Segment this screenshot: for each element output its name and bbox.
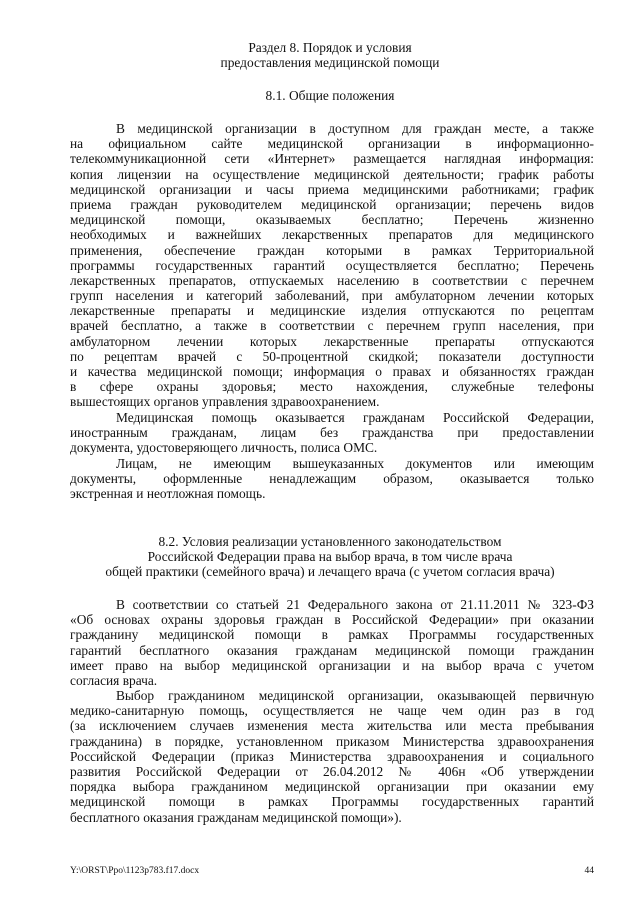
text-line: (за исключением случаев изменения места жительства или места пребывания xyxy=(70,718,594,734)
text-line: программы государственных гарантий осуществляется бесплатно; Перечень xyxy=(70,257,594,273)
text-line: медицинской помощи, оказываемых бесплатно; Перечень жизненно xyxy=(70,212,594,228)
text-line: лекарственных препаратов, отпускаемых населению в соответствии с перечнем xyxy=(70,272,594,288)
subsection-2-paragraph-2 xyxy=(70,688,594,825)
section-title-line: Раздел 8. Порядок и условия xyxy=(248,40,412,55)
text-line: документы, оформленные ненадлежащим образом, оказывается только xyxy=(70,471,594,487)
text-line: и качества медицинской помощи; информация о правах и обязанностях граждан xyxy=(70,364,594,379)
text-line: необходимых и важнейших лекарственных препаратов для медицинского xyxy=(70,227,594,243)
subsection-2-title xyxy=(60,534,600,580)
footer-page-number: 44 xyxy=(584,866,594,876)
text-line: гражданина) в порядке, установленном приказом Министерства здравоохранения xyxy=(70,733,594,749)
text-line: бесплатного оказания гражданам медицинской помощи»). xyxy=(70,809,402,825)
text-line: врачей бесплатно, а также в соответствии с перечнем групп населения, при xyxy=(70,318,594,334)
text-line: Российской Федерации (приказ Министерства здравоохранения и социального xyxy=(70,748,594,764)
text-line: гражданину медицинской помощи в рамках Программы государственных xyxy=(70,627,594,643)
subsection-1-paragraph-2 xyxy=(70,410,594,456)
text-line: лекарственные препараты и медицинские изделия отпускаются по рецептам xyxy=(70,303,594,319)
text-line: Медицинская помощь оказывается гражданам Российской Федерации, xyxy=(116,410,594,425)
text-line: В медицинской организации в доступном для граждан месте, а также xyxy=(116,121,594,136)
subsection-2-title-line: общей практики (семейного врача) и лечащего врача (с учетом согласия врача) xyxy=(105,564,555,580)
text-line: в сфере охраны здоровья; место нахождения, служебные телефоны xyxy=(70,379,594,395)
text-line: «Об основах охраны здоровья граждан в Российской Федерации» при оказании xyxy=(70,612,594,628)
text-line: телекоммуникационной сети «Интернет» размещается наглядная информация: xyxy=(70,151,594,167)
subsection-2-paragraph-1 xyxy=(70,597,594,688)
text-line: порядка выбора гражданином медицинской организации при оказании ему xyxy=(70,779,594,795)
subsection-2-title-line: 8.2. Условия реализации установленного законодательством xyxy=(158,534,502,549)
text-line: иностранным гражданам, лицам без гражданства при предоставлении xyxy=(70,425,594,441)
text-line: на официальном сайте медицинской организации в информационно- xyxy=(70,136,594,152)
section-title-line: предоставления медицинской помощи xyxy=(220,55,440,71)
text-line: развития Российской Федерации от 26.04.2012 № 406н «Об утверждении xyxy=(70,763,594,779)
subsection-1-paragraph-3 xyxy=(70,456,594,502)
text-line: экстренная и неотложная помощь. xyxy=(70,486,266,502)
subsection-2-title-line: Российской Федерации права на выбор врача, в том числе врача xyxy=(147,549,513,565)
text-line: вышестоящих органов управления здравоохранением. xyxy=(70,394,380,410)
text-line: медицинской помощи в рамках Программы государственных гарантий xyxy=(70,794,594,810)
text-line: Лицам, не имеющим вышеуказанных документов или имеющим xyxy=(116,456,594,471)
section-title xyxy=(60,40,600,70)
text-line: копия лицензии на осуществление медицинской деятельности; график работы xyxy=(70,166,594,182)
text-line: медико-санитарную помощь, осуществляется не чаще чем один раз в год xyxy=(70,703,594,719)
footer-file-path: Y:\ORST\Ppo\1123p783.f17.docx xyxy=(70,866,200,876)
text-line: В соответствии со статьей 21 Федерального закона от 21.11.2011 № 323-ФЗ xyxy=(116,597,594,612)
text-line: медицинской организации и часы приема медицинскими работниками; график xyxy=(70,181,594,197)
text-line: амбулаторном лечении которых лекарственные препараты отпускаются xyxy=(70,333,594,349)
text-line: документа, удостоверяющего личность, полиса ОМС. xyxy=(70,440,378,456)
subsection-1-title: 8.1. Общие положения xyxy=(265,88,395,103)
text-line: согласия врача. xyxy=(70,672,158,688)
subsection-1-paragraph-1 xyxy=(70,121,594,410)
text-line: применения, обеспечение граждан которыми в рамках Территориальной xyxy=(70,242,594,258)
text-line: по рецептам врачей с 50-процентной скидкой; показатели доступности xyxy=(70,348,594,364)
text-line: приема граждан руководителем медицинской организации; перечень видов xyxy=(70,196,594,212)
text-line: имеет право на выбор медицинской организации и на выбор врача с учетом xyxy=(70,657,594,673)
text-line: групп населения и категорий заболеваний, при амбулаторном лечении которых xyxy=(70,288,594,304)
text-line: гарантий бесплатного оказания гражданам медицинской помощи гражданин xyxy=(70,642,594,658)
text-line: Выбор гражданином медицинской организации, оказывающей первичную xyxy=(116,688,594,703)
